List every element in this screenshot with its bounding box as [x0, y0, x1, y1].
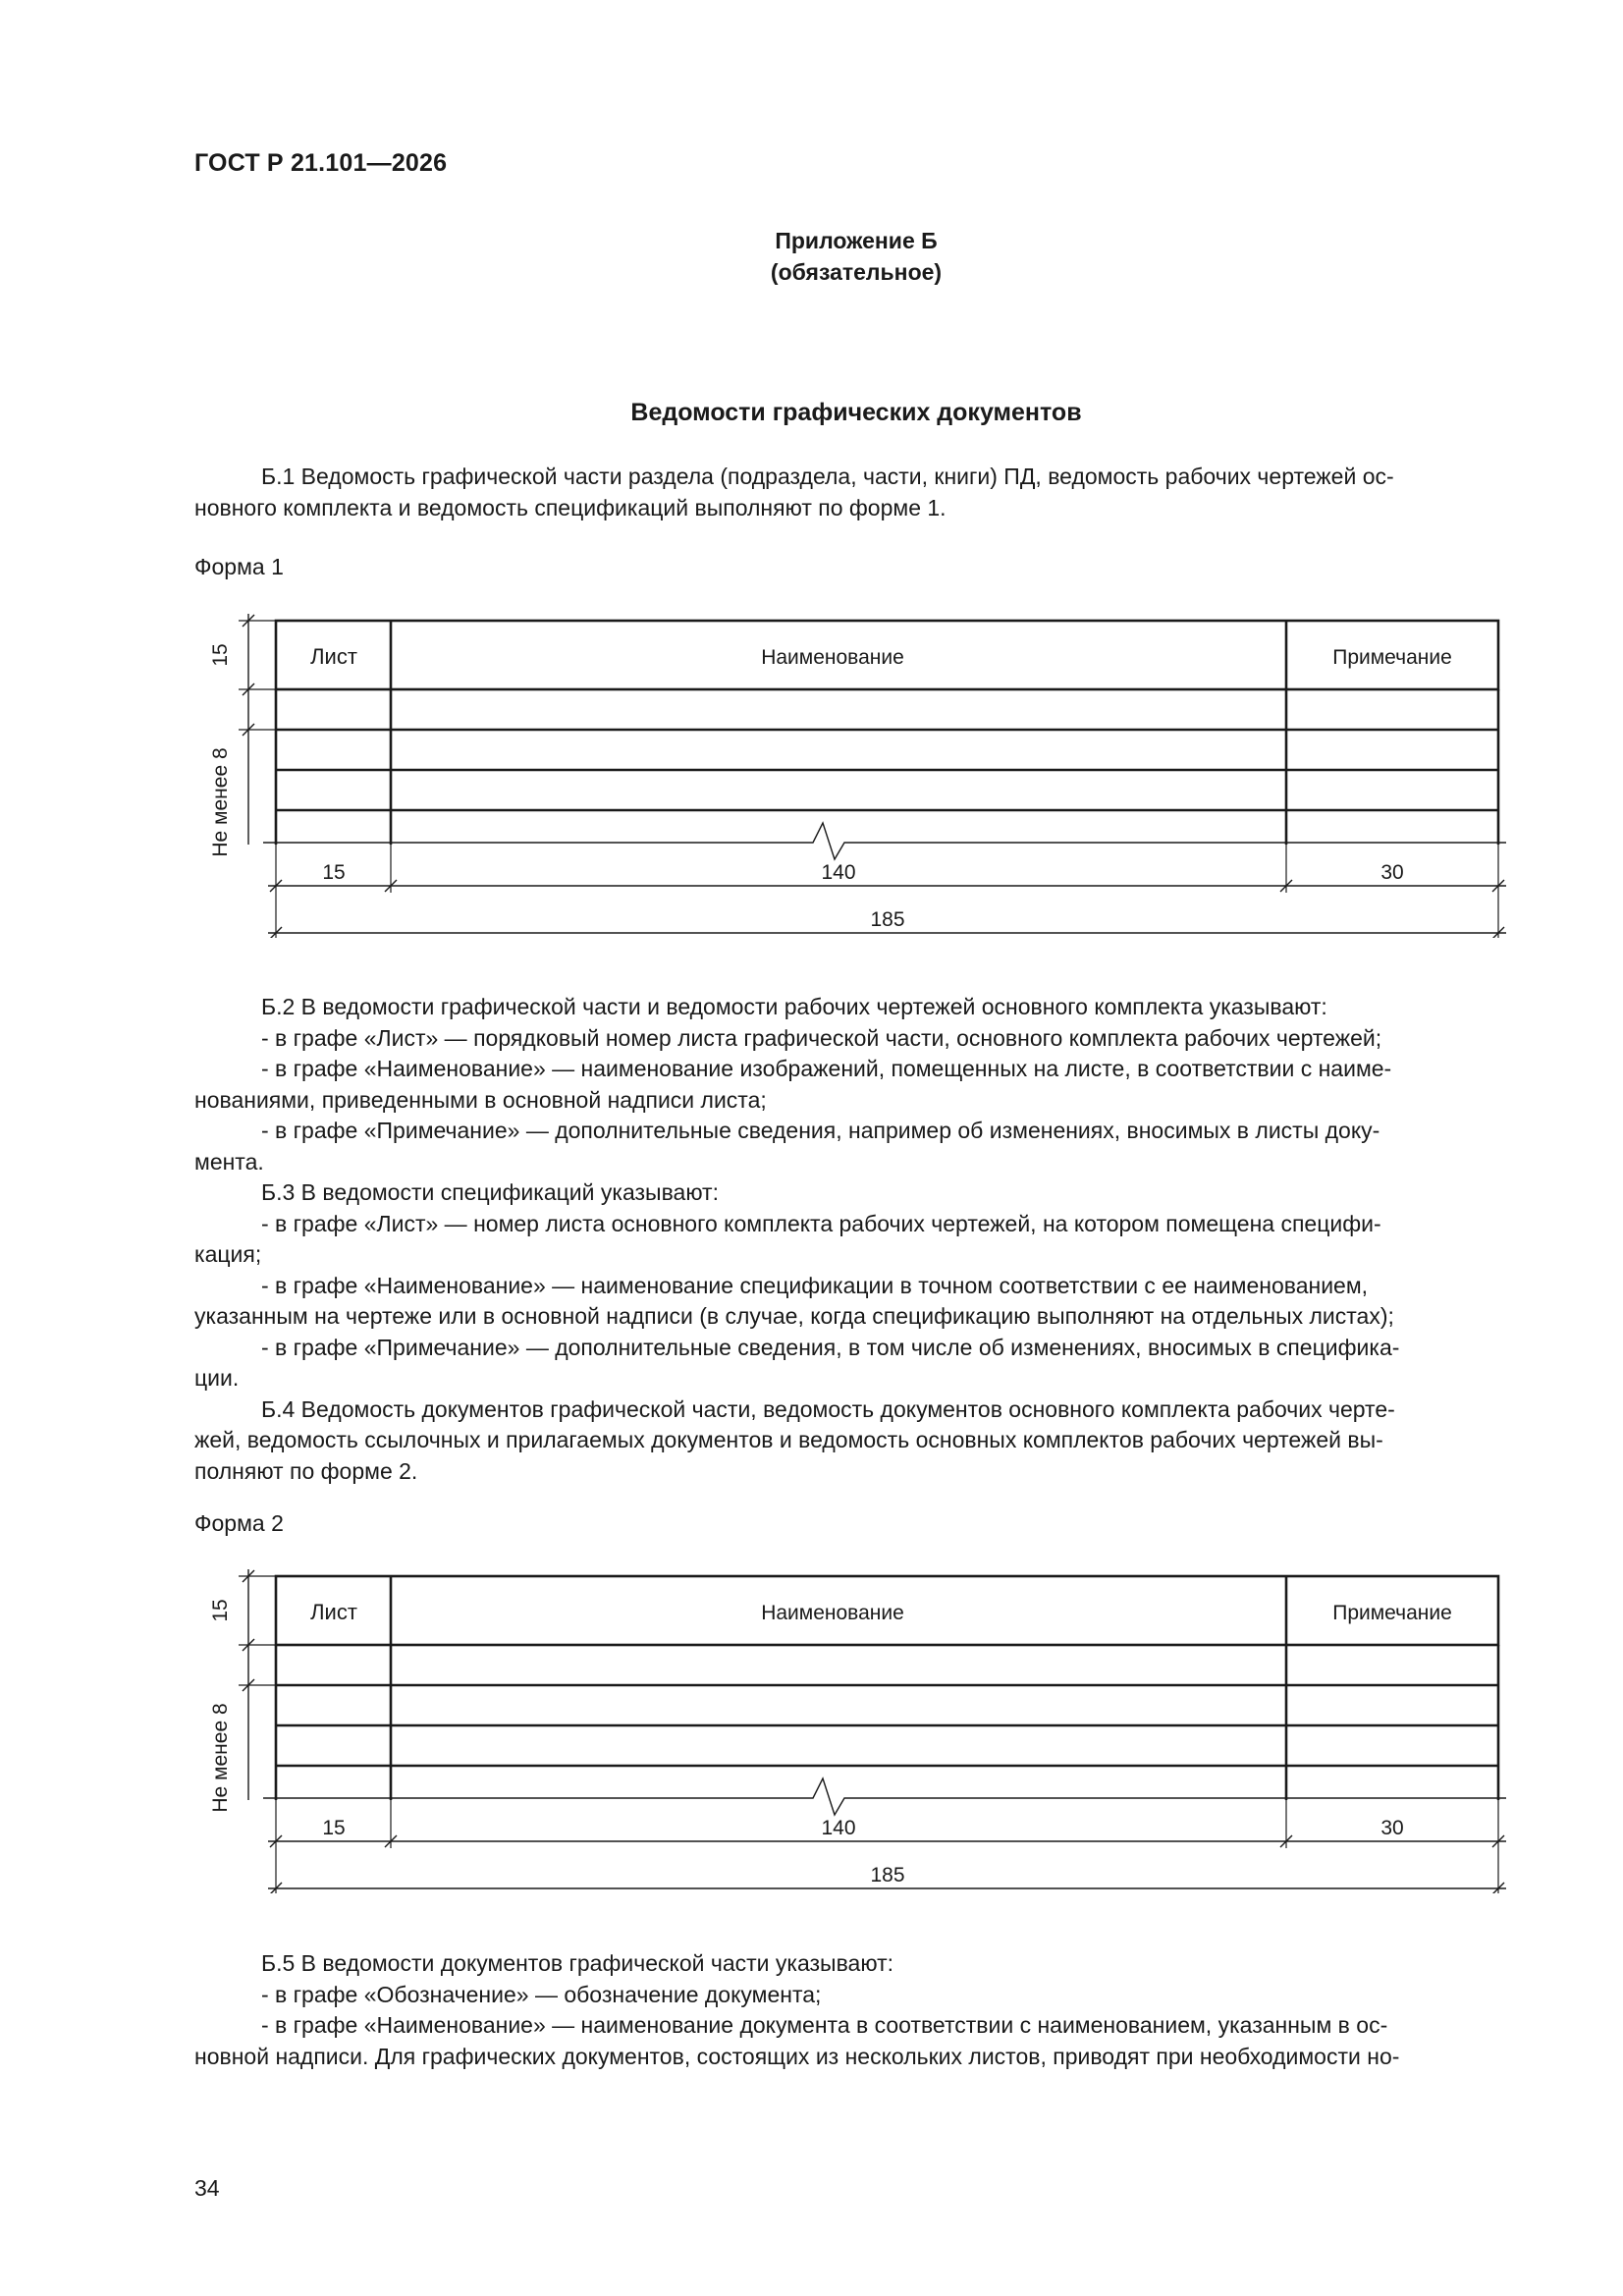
form1-col-sheet: Лист [310, 644, 357, 669]
paragraph-b1 [194, 462, 1522, 523]
form1-dim-sheet: 15 [322, 861, 346, 884]
form1-label: Форма 1 [194, 554, 284, 579]
form1-col-note: Примечание [1332, 646, 1452, 669]
form2-dim-sheet: 15 [322, 1817, 346, 1839]
text-line: - в графе «Наименование» — наименование документа в соответствии с наименованием, указанным в ос- [261, 2012, 1388, 2038]
form1-drawing [194, 614, 1510, 938]
text-line: Б.5 В ведомости документов графической части указывают: [261, 1950, 893, 1976]
form1-dim-name: 140 [821, 861, 856, 884]
annex-title: Приложение Б [775, 228, 938, 253]
page-number: 34 [194, 2175, 220, 2201]
form1-col-name: Наименование [761, 646, 904, 669]
text-line: - в графе «Примечание» — дополнительные сведения, в том числе об изменениях, вносимых в специфика- [261, 1334, 1400, 1360]
text-line: Б.1 Ведомость графической части раздела (подраздела, части, книги) ПД, ведомость рабочих чертежей ос- [261, 464, 1394, 489]
text-line: Б.3 В ведомости спецификаций указывают: [261, 1179, 719, 1205]
text-line: - в графе «Лист» — порядковый номер листа графической части, основного комплекта рабочих чертежей; [261, 1024, 1382, 1051]
text-line: жей, ведомость ссылочных и прилагаемых документов и ведомость основных комплектов рабочих чертежей вы- [194, 1427, 1383, 1452]
text-line: новной надписи. Для графических документов, состоящих из нескольких листов, приводят при необходимости но- [194, 2043, 1400, 2069]
text-line: Б.4 Ведомость документов графической части, ведомость документов основного комплекта рабочих черте- [261, 1395, 1395, 1422]
text-line: - в графе «Примечание» — дополнительные сведения, например об изменениях, вносимых в листы доку- [261, 1118, 1380, 1143]
document-code: ГОСТ Р 21.101—2026 [194, 149, 448, 177]
paragraphs-b2-b4 [194, 992, 1522, 1487]
text-line: - в графе «Наименование» — наименование изображений, помещенных на листе, в соответствии с наиме- [261, 1056, 1392, 1081]
form1-svg [194, 614, 1510, 938]
form1-dim-total: 185 [870, 908, 905, 931]
paragraph-b5 [194, 1948, 1522, 2072]
form2-col-note: Примечание [1332, 1602, 1452, 1624]
form2-dim-header-height: 15 [209, 1599, 232, 1622]
text-line: - в графе «Наименование» — наименование спецификации в точном соответствии с ее наименованием, [261, 1272, 1369, 1298]
form1-break-line [263, 823, 1506, 859]
form1-dim-row-height: Не менее 8 [209, 747, 232, 857]
text-line: полняют по форме 2. [194, 1457, 418, 1484]
text-line: указанным на чертеже или в основной надписи (в случае, когда спецификацию выполняют на отдельных листах); [194, 1303, 1394, 1329]
text-line: кация; [194, 1241, 262, 1267]
form2-dim-row-height: Не менее 8 [209, 1703, 232, 1813]
section-title: Ведомости графических документов [630, 399, 1082, 426]
form1-dim-note: 30 [1380, 861, 1404, 884]
text-line: ции. [194, 1365, 240, 1391]
form2-label: Форма 2 [194, 1510, 284, 1536]
form2-dim-note: 30 [1380, 1817, 1404, 1839]
form2-col-sheet: Лист [310, 1600, 357, 1624]
form2-dim-name: 140 [821, 1817, 856, 1839]
form1-dim-header-height: 15 [209, 643, 232, 667]
text-line: Б.2 В ведомости графической части и ведомости рабочих чертежей основного комплекта указывают: [261, 994, 1327, 1019]
text-line: - в графе «Лист» — номер листа основного комплекта рабочих чертежей, на котором помещена специфи- [261, 1210, 1381, 1236]
form2-col-name: Наименование [761, 1602, 904, 1624]
form2-svg [194, 1569, 1510, 1893]
text-line: нованиями, приведенными в основной надписи листа; [194, 1086, 767, 1113]
text-line: - в графе «Обозначение» — обозначение документа; [261, 1981, 822, 2007]
form2-break-line [263, 1778, 1506, 1815]
text-line: мента. [194, 1148, 264, 1175]
annex-status: (обязательное) [770, 259, 943, 285]
form2-dim-total: 185 [870, 1864, 905, 1886]
text-line: новного комплекта и ведомость спецификаций выполняют по форме 1. [194, 494, 947, 520]
form2-drawing [194, 1569, 1510, 1893]
